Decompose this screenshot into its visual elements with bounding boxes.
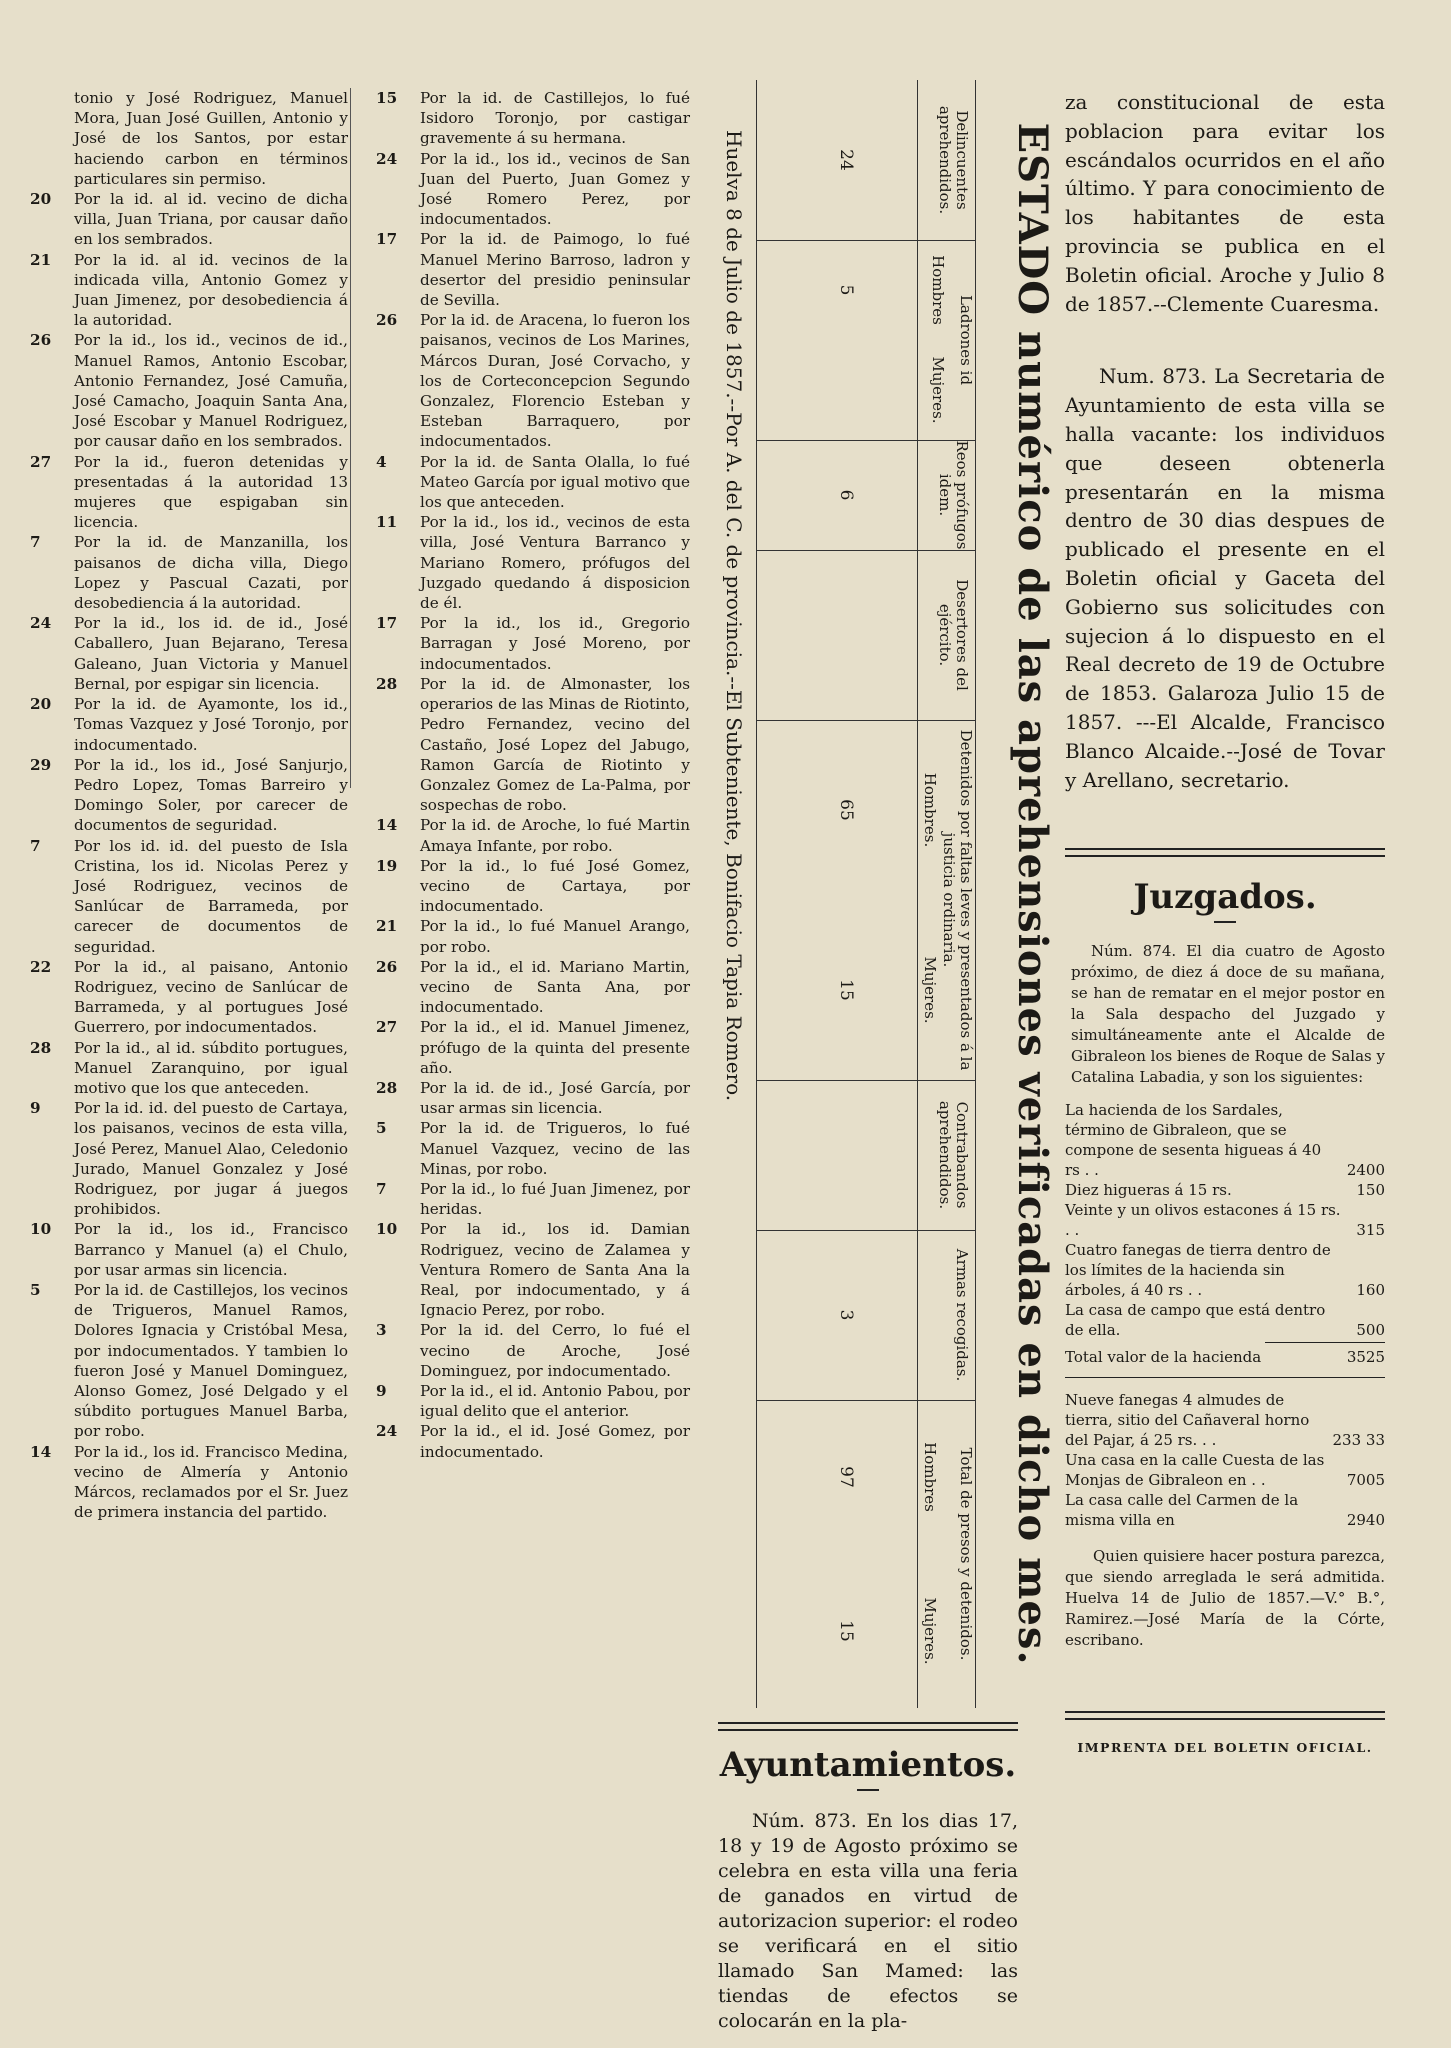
entry-day: 28 <box>376 1078 398 1097</box>
header-delincuentes: Delincuentes aprehendidos. <box>936 105 971 215</box>
value-total-hombres: 97 <box>836 1466 856 1488</box>
item-amount: 150 <box>1356 1181 1385 1200</box>
ayuntamientos-873-text: Núm. 873. En los dias 17, 18 y 19 de Agosto próximo se celebra en esta villa una feria de ganados en virtud de autorizacion superior: el rodeo se verificará en el sitio llamado San Mamed: las tiendas de efectos se colocarán en la pla- <box>718 1810 1018 2032</box>
entry-day: 7 <box>30 533 41 552</box>
log-entry <box>376 229 690 310</box>
log-entry <box>30 1219 348 1280</box>
log-entry <box>376 149 690 230</box>
entry-day: 11 <box>376 513 398 532</box>
item-amount: 2940 <box>1346 1511 1385 1530</box>
column-2 <box>376 88 690 1462</box>
log-entry <box>376 310 690 451</box>
valuation-row <box>1065 1200 1385 1240</box>
header-total-hombres: Hombres <box>921 1442 939 1512</box>
value-detenidos-mujeres: 15 <box>836 979 856 1001</box>
entry-day: 27 <box>376 1018 398 1037</box>
entry-day: 29 <box>30 755 52 774</box>
entry-text: Por la id., lo fué Manuel Arango, por robo. <box>420 917 690 956</box>
header-reos: Reos prófugos idem. <box>936 440 971 550</box>
log-entry <box>30 1442 348 1523</box>
column-1 <box>30 88 348 1522</box>
entry-day: 3 <box>376 1321 387 1340</box>
entry-day: 5 <box>376 1119 387 1138</box>
log-entry <box>30 1280 348 1442</box>
log-entry <box>376 1078 690 1118</box>
entry-text: tonio y José Rodriguez, Manuel Mora, Juan José Guillen, Antonio y José de los Santos, por estar haciendo carbon en términos particulares sin permiso. <box>74 89 348 188</box>
log-entry <box>376 1179 690 1219</box>
entry-day <box>30 88 74 189</box>
item-description: Veinte y un olivos estacones á 15 rs. . . <box>1065 1201 1341 1240</box>
log-entry <box>376 1017 690 1078</box>
header-total: Total de presos y detenidos. <box>957 1447 975 1661</box>
log-entry <box>30 330 348 451</box>
log-entry <box>376 613 690 674</box>
value-ladrones-hombres: 5 <box>836 284 856 296</box>
entry-day: 9 <box>376 1382 387 1400</box>
log-entry <box>30 694 348 755</box>
entry-day: 4 <box>376 452 387 471</box>
entry-text: Por la id. de Castillejos, los vecinos de Trigueros, Manuel Ramos, Dolores Ignacia y Cristóbal Mesa, por indocumentados. Y tambien lo fueron José y Manuel Dominguez, Alonso Gomez, José Delgado y el súbdito portugues Manuel Barba, por robo. <box>74 1280 348 1441</box>
log-entry <box>376 1381 690 1421</box>
value-detenidos-hombres: 65 <box>836 799 856 821</box>
item-description: Una casa en la calle Cuesta de las Monjas de Gibraleon en . . <box>1065 1451 1325 1490</box>
estado-title: ESTADO numérico de las aprehensiones verificadas en dicho mes. <box>1009 122 1056 1666</box>
item-amount: 2400 <box>1346 1161 1385 1180</box>
entry-text: Por la id. al id. vecino de dicha villa, Juan Triana, por causar daño en los sembrados. <box>74 190 348 249</box>
entry-text: Por la id. de Manzanilla, los paisanos de dicha villa, Diego Lopez y Pascual Cazati, por desobediencia á la autoridad. <box>74 533 348 613</box>
entry-day: 7 <box>30 836 41 855</box>
header-ladrones-mujeres: Mujeres. <box>929 356 947 424</box>
total-label: Total valor de la hacienda <box>1065 1348 1262 1367</box>
log-entry <box>376 916 690 956</box>
entry-day: 28 <box>376 674 398 693</box>
entry-day: 14 <box>376 816 398 835</box>
valuation-row <box>1065 1490 1385 1530</box>
imprenta-footer: IMPRENTA DEL BOLETIN OFICIAL. <box>1077 1740 1373 1756</box>
entry-text: Por la id. de Trigueros, lo fué Manuel Vazquez, vecino de las Minas, por robo. <box>420 1119 690 1178</box>
log-entry <box>30 957 348 1038</box>
item-description: Nueve fanegas 4 almudes de tierra, sitio del Cañaveral horno del Pajar, á 25 rs. . . <box>1065 1391 1310 1450</box>
entry-text: Por la id. de Almonaster, los operarios de las Minas de Riotinto, Pedro Fernandez, vecino del Castaño, José Lopez del Jabugo, Ramon García de Riotinto y Gonzalez Gomez de La-Palma, por sospechas de robo. <box>420 674 690 815</box>
header-armas: Armas recogidas. <box>953 1248 971 1382</box>
entry-day: 24 <box>30 614 52 633</box>
entry-day: 19 <box>376 856 398 875</box>
header-detenidos: Detenidos por faltas leves y presentados á la justicia ordinaria. <box>940 729 975 1071</box>
log-entry <box>30 452 348 533</box>
entry-day: 15 <box>376 89 398 107</box>
log-entry <box>30 836 348 957</box>
entry-text: Por la id. de Aroche, lo fué Martin Amaya Infante, por robo. <box>420 816 690 855</box>
entry-day: 22 <box>30 957 52 976</box>
log-entry <box>376 815 690 855</box>
value-total-mujeres: 15 <box>836 1620 856 1642</box>
ayuntamientos-section <box>718 1722 1018 2034</box>
entry-day: 7 <box>376 1179 387 1198</box>
entry-text: Por la id., los id., Francisco Barranco y Manuel (a) el Chulo, por usar armas sin licencia. <box>74 1220 348 1279</box>
log-entry <box>376 957 690 1018</box>
log-entry <box>376 674 690 815</box>
value-armas: 3 <box>836 1309 856 1321</box>
entry-day: 24 <box>376 1422 398 1441</box>
value-reos: 6 <box>836 489 856 501</box>
entry-day: 10 <box>30 1220 52 1239</box>
log-entry <box>376 88 690 149</box>
juzgados-intro: Núm. 874. El dia cuatro de Agosto próximo, de diez á doce de su mañana, se han de rematar en el mejor postor en la Sala despacho del Juzgado y simultáneamente ante el Alcalde de Gibraleon los bienes de Roque de Salas y Catalina Labadia, y son los siguientes: <box>1071 942 1385 1087</box>
entry-text: Por la id., el id. José Gomez, por indocumentado. <box>420 1422 690 1461</box>
item-amount: 160 <box>1356 1281 1385 1300</box>
item-amount: 500 <box>1356 1321 1385 1340</box>
header-detenidos-mujeres: Mujeres. <box>921 956 939 1024</box>
entry-day: 24 <box>376 149 398 168</box>
value-delincuentes: 24 <box>836 149 856 171</box>
valuation-row <box>1065 1450 1385 1490</box>
log-entry <box>30 88 348 189</box>
entry-day: 14 <box>30 1442 52 1461</box>
estado-table-region <box>690 80 1062 1708</box>
entry-day: 21 <box>30 250 52 269</box>
header-contrabando: Contrabandos aprehendidos. <box>936 1100 971 1210</box>
entry-text: Por la id. de Santa Olalla, lo fué Mateo García por igual motivo que los que anteceden. <box>420 452 690 512</box>
entry-text: Por la id. de id., José García, por usar armas sin licencia. <box>420 1078 690 1118</box>
header-total-mujeres: Mujeres. <box>921 1597 939 1665</box>
entry-text: Por la id., el id. Antonio Pabou, por igual delito que el anterior. <box>420 1382 690 1421</box>
item-description: Cuatro fanegas de tierra dentro de los límites de la hacienda sin árboles, á 40 rs . . <box>1065 1241 1331 1300</box>
entry-text: Por la id., lo fué José Gomez, vecino de Cartaya, por indocumentado. <box>420 856 690 916</box>
log-entry <box>376 512 690 613</box>
entry-day: 17 <box>376 614 398 633</box>
ayuntamientos-heading: Ayuntamientos. <box>719 1745 1017 1785</box>
total-amount: 3525 <box>1346 1348 1385 1367</box>
entry-text: Por la id., fueron detenidas y presentadas á la autoridad 13 mujeres que espigaban sin licencia. <box>74 452 348 532</box>
item-amount: 233 33 <box>1332 1431 1385 1450</box>
juzgados-heading: Juzgados. <box>1133 877 1317 918</box>
entry-day: 9 <box>30 1099 41 1118</box>
header-detenidos-hombres: Hombres. <box>921 772 939 848</box>
entry-text: Por la id., los id., vecinos de San Juan del Puerto, Juan Gomez y José Romero Perez, por indocumentados. <box>420 149 690 229</box>
entry-text: Por la id., al paisano, Antonio Rodriguez, vecino de Sanlúcar de Barrameda, y al portugues José Guerrero, por indocumentados. <box>74 957 348 1037</box>
valuation-row <box>1065 1300 1385 1340</box>
entry-text: Por la id., los id., vecinos de id., Manuel Ramos, Antonio Escobar, Antonio Fernandez, José Camuña, José Camacho, Joaquin Santa Ana, José Escobar y Manuel Rodriguez, por causar daño en los sembrados. <box>74 331 348 451</box>
entry-day: 21 <box>376 917 398 936</box>
entry-day: 28 <box>30 1038 52 1057</box>
item-description: La casa calle del Carmen de la misma villa en <box>1065 1491 1299 1530</box>
log-entry <box>30 250 348 331</box>
valuation-row <box>1065 1240 1385 1300</box>
log-entry <box>30 755 348 836</box>
entry-text: Por la id. del Cerro, lo fué el vecino de Aroche, José Dominguez, por indocumentado. <box>420 1321 690 1380</box>
ayuntamientos-873-continued: za constitucional de esta poblacion para evitar los escándalos ocurridos en el año último. Y para conocimiento de los habitantes de esta provincia se publica en el Boletin oficial. Aroche y Julio 8 de 1857.--Clemente Cuaresma. <box>1065 90 1385 316</box>
log-entry <box>30 1098 348 1219</box>
item-amount: 7005 <box>1346 1471 1385 1490</box>
entry-text: Por la id. id. del puesto de Cartaya, los paisanos, vecinos de esta villa, José Perez, Manuel Alao, Celedonio Jurado, Manuel Gonzalez y José Rodriguez, por jugar á juegos prohibidos. <box>74 1099 348 1219</box>
valuation-row <box>1065 1390 1385 1450</box>
entry-day: 26 <box>30 331 52 350</box>
ayuntamientos-secretaria-text: Num. 873. La Secretaria de Ayuntamiento de esta villa se halla vacante: los individuos que deseen obtenerla presentarán en la misma dentro de 30 dias despues de publicado el presente en el Boletin oficial y Gaceta del Gobierno sus solicitudes con sujecion á lo dispuesto en el Real decreto de 19 de Octubre de 1853. Galaroza Julio 15 de 1857. ---El Alcalde, Francisco Blanco Alcaide.--José de Tovar y Arellano, secretario. <box>1065 364 1385 792</box>
item-amount: 315 <box>1356 1221 1385 1240</box>
log-entry <box>376 452 690 513</box>
header-desertores: Desertores del ejército. <box>936 579 971 691</box>
item-description: Diez higueras á 15 rs. <box>1065 1181 1232 1200</box>
entry-text: Por la id., lo fué Juan Jimenez, por heridas. <box>420 1179 690 1219</box>
estado-footer: Huelva 8 de Julio de 1857.--Por A. del C. de provincia.--El Subteniente, Bonifacio Tapia Romero. <box>722 130 746 1102</box>
entry-text: Por la id. de Castillejos, lo fué Isidoro Toronjo, por castigar gravemente á su hermana. <box>420 89 690 148</box>
entry-day: 26 <box>376 311 398 330</box>
log-entry <box>376 1421 690 1461</box>
entry-day: 20 <box>30 695 52 714</box>
entry-text: Por la id. de Aracena, lo fueron los paisanos, vecinos de Los Marines, Márcos Duran, José Corvacho, y los de Corteconcepcion Segundo Gonzalez, Florencio Esteban y Esteban Barraquero, por indocumentados. <box>420 311 690 451</box>
entry-text: Por la id., los id., Gregorio Barragan y José Moreno, por indocumentados. <box>420 614 690 673</box>
item-description: La hacienda de los Sardales, término de Gibraleon, que se compone de sesenta higueas á 40 rs . . <box>1065 1101 1322 1180</box>
log-entry <box>376 856 690 917</box>
entry-text: Por la id., el id. Mariano Martin, vecino de Santa Ana, por indocumentado. <box>420 957 690 1017</box>
entry-text: Por la id., el id. Manuel Jimenez, prófugo de la quinta del presente año. <box>420 1018 690 1077</box>
entry-text: Por la id., los id. de id., José Caballero, Juan Bejarano, Teresa Galeano, Juan Victoria y Manuel Bernal, por espigar sin licencia. <box>74 614 348 693</box>
juzgados-closing: Quien quisiere hacer postura parezca, que siendo arreglada le será admitida. Huelva 14 de Julio de 1857.—V.° B.°, Ramirez.—José María de la Córte, escribano. <box>1065 1547 1385 1650</box>
valuation-table-2 <box>1065 1390 1385 1530</box>
log-entry <box>376 1219 690 1320</box>
item-description: La casa de campo que está dentro de ella. <box>1065 1301 1326 1340</box>
entry-day: 27 <box>30 452 52 471</box>
entry-text: Por la id., los id. Francisco Medina, vecino de Almería y Antonio Márcos, reclamados por el Sr. Juez de primera instancia del partido. <box>74 1442 348 1522</box>
log-entry <box>30 613 348 694</box>
valuation-row <box>1065 1180 1385 1200</box>
entry-text: Por la id., los id. Damian Rodriguez, vecino de Zalamea y Ventura Romero de Santa Ana la Real, por indocumentado, y á Ignacio Perez, por robo. <box>420 1220 690 1320</box>
entry-text: Por la id., los id., vecinos de esta villa, José Ventura Barranco y Mariano Romero, prófugos del Juzgado quedando á disposicion de él. <box>420 513 690 613</box>
log-entry <box>30 189 348 250</box>
entry-day: 17 <box>376 230 398 249</box>
column-rule <box>350 88 351 788</box>
entry-day: 26 <box>376 957 398 976</box>
estado-table <box>756 80 976 1708</box>
entry-text: Por la id. de Ayamonte, los id., Tomas Vazquez y José Toronjo, por indocumentado. <box>74 695 348 754</box>
header-ladrones-hombres: Hombres <box>929 255 947 325</box>
log-entry <box>376 1118 690 1179</box>
valuation-row <box>1065 1100 1385 1180</box>
entry-day: 20 <box>30 190 52 209</box>
entry-text: Por la id., los id., José Sanjurjo, Pedro Lopez, Tomas Barreiro y Domingo Soler, por carecer de documentos de seguridad. <box>74 755 348 835</box>
entry-day: 5 <box>30 1280 41 1299</box>
column-4 <box>1065 88 1385 1755</box>
log-entry <box>30 1038 348 1099</box>
entry-day: 10 <box>376 1220 398 1239</box>
entry-text: Por la id., al id. súbdito portugues, Manuel Zaranquino, por igual motivo que los que anteceden. <box>74 1038 348 1097</box>
log-entry <box>376 1320 690 1381</box>
entry-text: Por los id. id. del puesto de Isla Cristina, los id. Nicolas Perez y José Rodriguez, vecinos de Sanlúcar de Barrameda, por carecer de documentos de seguridad. <box>74 836 348 956</box>
entry-text: Por la id. al id. vecinos de la indicada villa, Antonio Gomez y Juan Jimenez, por desobediencia á la autoridad. <box>74 250 348 330</box>
header-ladrones: Ladrones id <box>957 294 975 386</box>
valuation-table-1 <box>1065 1100 1385 1340</box>
log-entry <box>30 532 348 613</box>
entry-text: Por la id. de Paimogo, lo fué Manuel Merino Barroso, ladron y desertor del presidio peninsular de Sevilla. <box>420 230 690 310</box>
